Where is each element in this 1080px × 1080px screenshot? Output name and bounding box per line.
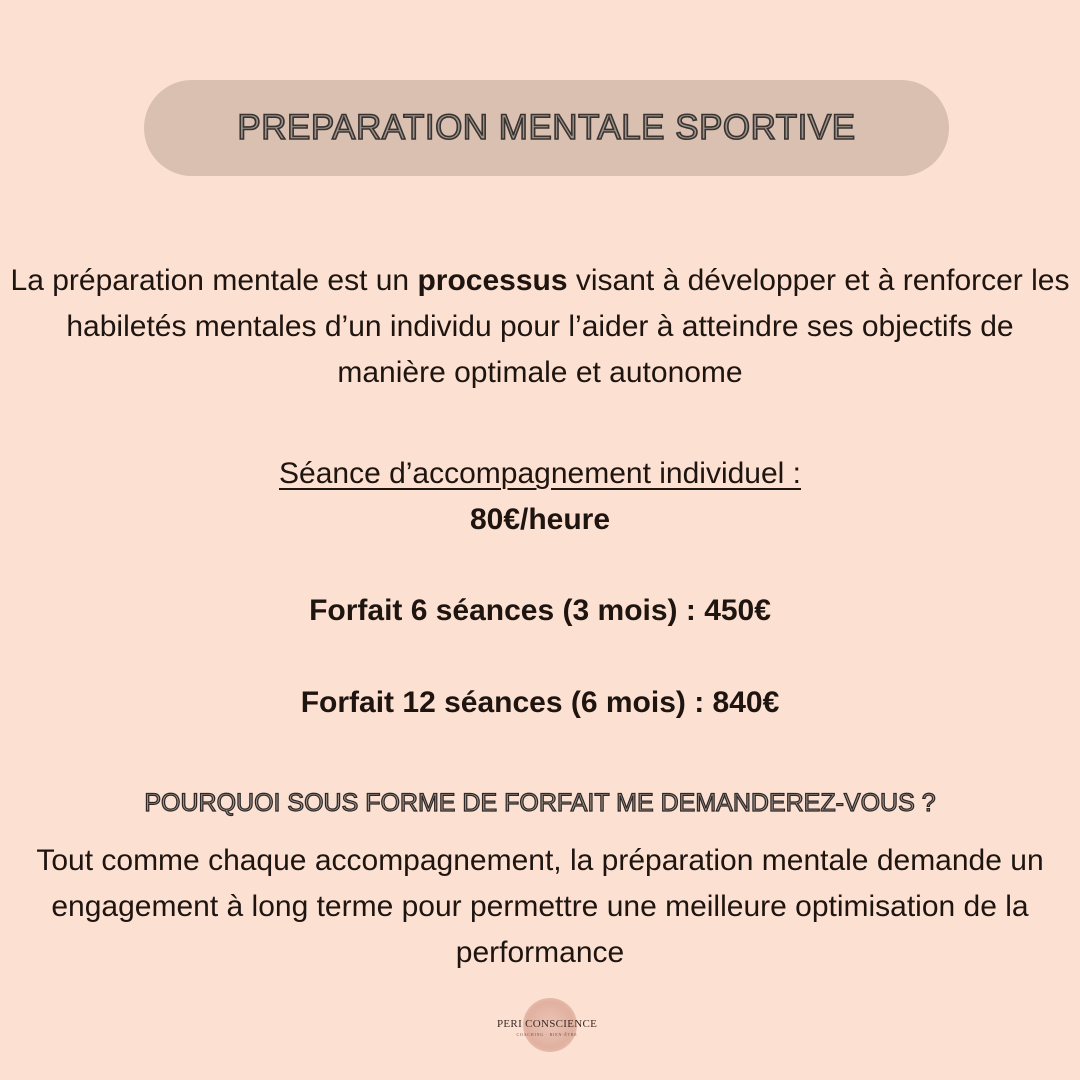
brand-logo [497, 998, 597, 1056]
logo-tagline: COACHING · BIEN-ÊTRE [516, 1032, 578, 1037]
page-title: PREPARATION MENTALE SPORTIVE [237, 108, 856, 147]
intro-bold-keyword: processus [417, 264, 568, 297]
intro-text-before: La préparation mentale est un [10, 264, 418, 297]
hourly-rate: 80€/heure [469, 503, 611, 536]
seance-label: Séance d’accompagnement individuel : [279, 457, 801, 490]
why-body: Tout comme chaque accompagnement, la préparation mentale demande un engagement à long terme pour permettre une meilleure optimisation de la performance [36, 844, 1044, 969]
logo-name: PERI CONSCIENCE [497, 1018, 598, 1030]
forfait-12-price: Forfait 12 séances (6 mois) : 840€ [300, 686, 780, 719]
title-banner [144, 80, 949, 176]
why-heading: POURQUOI SOUS FORME DE FORFAIT ME DEMANDEREZ-VOUS ? [144, 789, 936, 817]
intro-paragraph [10, 258, 1070, 396]
forfait-6-price: Forfait 6 séances (3 mois) : 450€ [309, 594, 771, 627]
intro-text-after: visant à développer et à renforcer les habiletés mentales d’un individu pour l’aider à atteindre ses objectifs de manière optimale et autonome [66, 264, 1070, 389]
